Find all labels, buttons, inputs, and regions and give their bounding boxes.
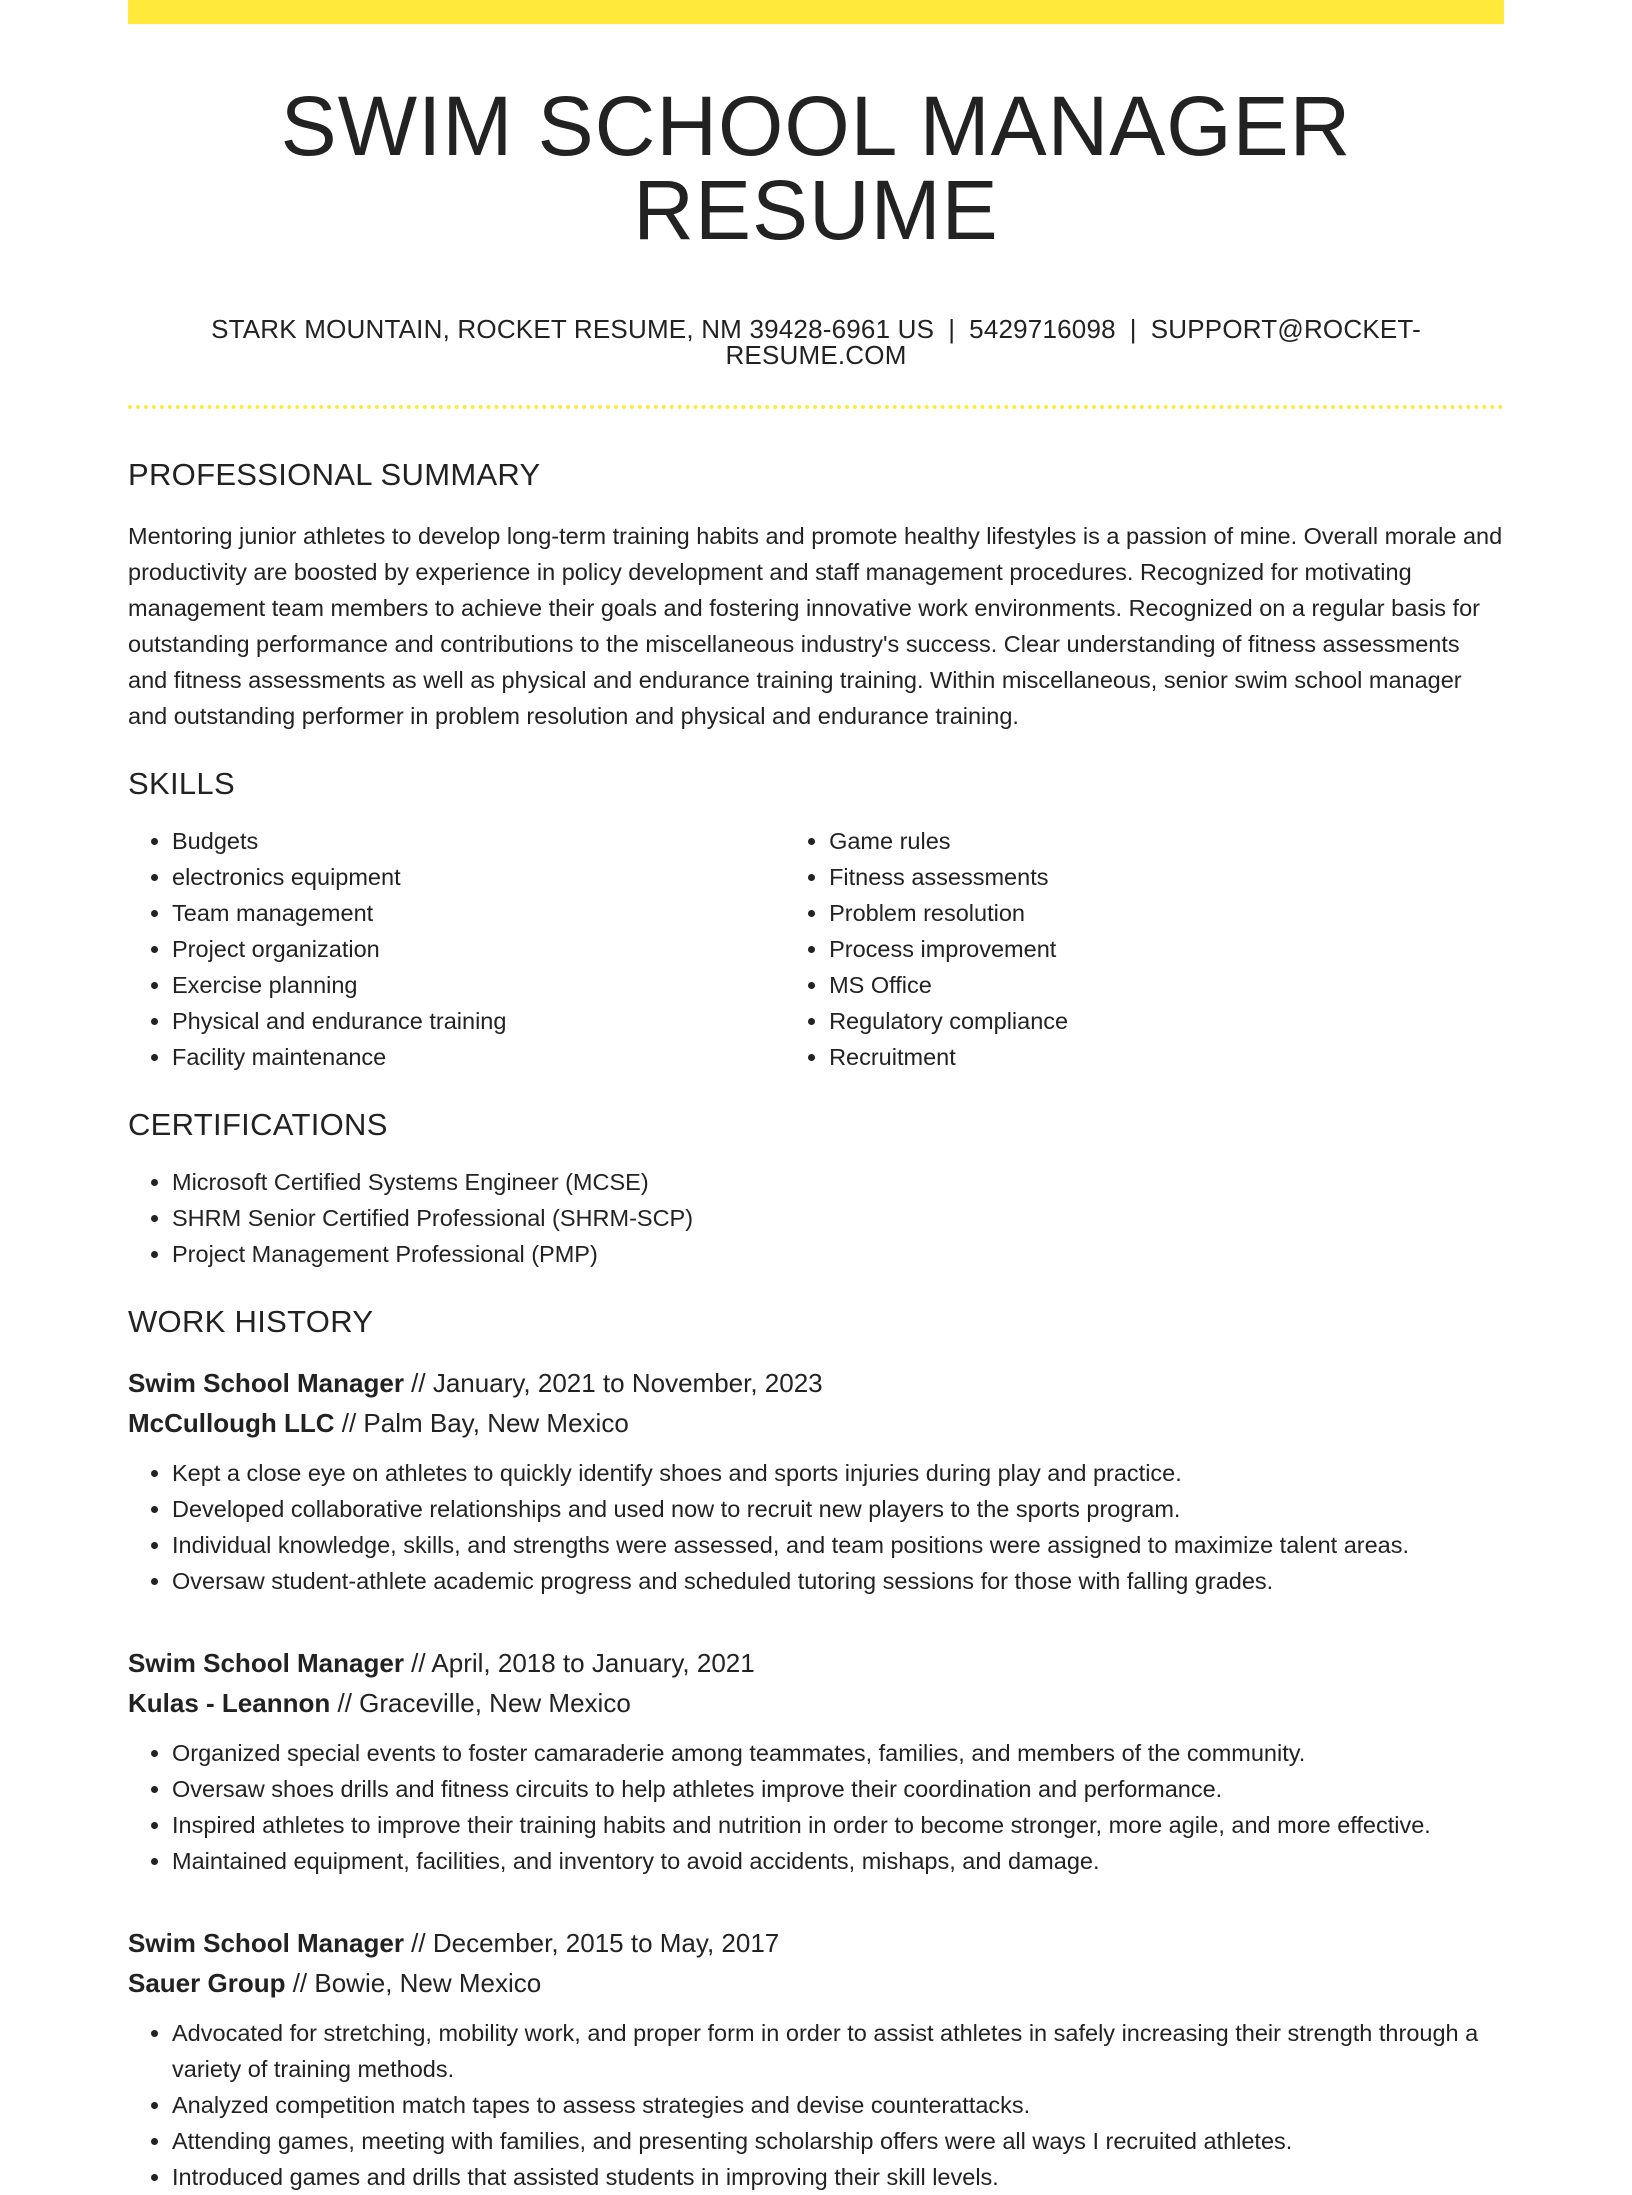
skills-list-right (785, 823, 1504, 1075)
job-dates: // January, 2021 to November, 2023 (403, 1368, 823, 1398)
accent-top-bar (128, 0, 1504, 24)
contact-address: STARK MOUNTAIN, ROCKET RESUME, NM 39428-6961 US (211, 314, 935, 344)
certification-item: • Project Management Professional (PMP) (172, 1236, 1504, 1272)
contact-separator: | (948, 314, 956, 344)
job-bullet: • Introduced games and drills that assisted students in improving their skill levels. (172, 2159, 1504, 2195)
skill-item: • Exercise planning (172, 967, 785, 1003)
skill-item: • Team management (172, 895, 785, 931)
job-bullets (128, 1455, 1504, 1599)
summary-heading: PROFESSIONAL SUMMARY (128, 457, 541, 492)
job-title: Swim School Manager (128, 1928, 404, 1958)
job-bullet: • Attending games, meeting with families, and presenting scholarship offers were all ways I recruited athletes. (172, 2123, 1504, 2159)
job-entry (128, 1363, 1504, 1599)
dotted-divider (128, 405, 1504, 409)
contact-separator: | (1129, 314, 1137, 344)
resume-page (128, 0, 1504, 2195)
contact-line (128, 316, 1504, 368)
skill-item: • Project organization (172, 931, 785, 967)
certification-item: • SHRM Senior Certified Professional (SHRM-SCP) (172, 1200, 1504, 1236)
job-bullet: • Individual knowledge, skills, and strengths were assessed, and team positions were assigned to maximize talent areas. (172, 1527, 1504, 1563)
skills-list-left (128, 823, 785, 1075)
job-title: Swim School Manager (128, 1368, 404, 1398)
job-bullet: • Analyzed competition match tapes to assess strategies and devise counterattacks. (172, 2087, 1504, 2123)
skills-grid (128, 823, 1504, 1075)
job-entry (128, 1923, 1504, 2195)
certifications-list (128, 1164, 1504, 1272)
job-location: // Graceville, New Mexico (330, 1688, 631, 1718)
job-company-line (128, 1963, 1504, 2003)
resume-title: SWIM SCHOOL MANAGER RESUME (280, 79, 1352, 257)
skill-item: • Physical and endurance training (172, 1003, 785, 1039)
certifications-heading: CERTIFICATIONS (128, 1107, 388, 1142)
job-bullet: • Oversaw student-athlete academic progress and scheduled tutoring sessions for those with falling grades. (172, 1563, 1504, 1599)
contact-phone: 5429716098 (969, 314, 1116, 344)
job-location: // Palm Bay, New Mexico (334, 1408, 629, 1438)
skill-item: • Process improvement (829, 931, 1504, 967)
skill-item: • Budgets (172, 823, 785, 859)
skill-item: • Recruitment (829, 1039, 1504, 1075)
skill-item: • MS Office (829, 967, 1504, 1003)
skill-item: • electronics equipment (172, 859, 785, 895)
contact-email[interactable]: SUPPORT@ROCKET-RESUME.COM (725, 314, 1421, 370)
job-bullet: • Developed collaborative relationships and used now to recruit new players to the sports program. (172, 1491, 1504, 1527)
job-company-line (128, 1683, 1504, 1723)
job-bullet: • Advocated for stretching, mobility work, and proper form in order to assist athletes in safely increasing their strength through a variety of training methods. (172, 2015, 1504, 2087)
job-title: Swim School Manager (128, 1648, 404, 1678)
job-company: McCullough LLC (128, 1408, 335, 1438)
job-entry (128, 1643, 1504, 1879)
job-location: // Bowie, New Mexico (285, 1968, 542, 1998)
job-company: Kulas - Leannon (128, 1688, 331, 1718)
job-dates: // December, 2015 to May, 2017 (403, 1928, 780, 1958)
job-company: Sauer Group (128, 1968, 286, 1998)
summary-text: Mentoring junior athletes to develop long-term training habits and promote healthy lifestyles is a passion of mine. Overall morale and productivity are boosted by experience in policy development and staff management procedures. Recognized for motivating management team members to achieve their goals and fostering innovative work environments. Recognized on a regular basis for outstanding performance and contributions to the miscellaneous industry's success. Clear understanding of fitness assessments and fitness assessments as well as physical and endurance training training. Within miscellaneous, senior swim school manager and outstanding performer in problem resolution and physical and endurance training. (128, 523, 1503, 729)
skill-item: • Game rules (829, 823, 1504, 859)
job-bullets (128, 2015, 1504, 2195)
skill-item: • Problem resolution (829, 895, 1504, 931)
job-title-line (128, 1363, 1504, 1403)
job-dates: // April, 2018 to January, 2021 (403, 1648, 755, 1678)
job-company-line (128, 1403, 1504, 1443)
job-bullet: • Organized special events to foster camaraderie among teammates, families, and members of the community. (172, 1735, 1504, 1771)
work-history-heading: WORK HISTORY (128, 1304, 374, 1339)
job-bullet: • Oversaw shoes drills and fitness circuits to help athletes improve their coordination and performance. (172, 1771, 1504, 1807)
skill-item: • Fitness assessments (829, 859, 1504, 895)
skill-item: • Regulatory compliance (829, 1003, 1504, 1039)
certification-item: • Microsoft Certified Systems Engineer (MCSE) (172, 1164, 1504, 1200)
skills-heading: SKILLS (128, 766, 235, 801)
skill-item: • Facility maintenance (172, 1039, 785, 1075)
job-bullets (128, 1735, 1504, 1879)
job-title-line (128, 1923, 1504, 1963)
job-bullet: • Inspired athletes to improve their training habits and nutrition in order to become stronger, more agile, and more effective. (172, 1807, 1504, 1843)
job-title-line (128, 1643, 1504, 1683)
job-bullet: • Kept a close eye on athletes to quickly identify shoes and sports injuries during play and practice. (172, 1455, 1504, 1491)
job-bullet: • Maintained equipment, facilities, and inventory to avoid accidents, mishaps, and damage. (172, 1843, 1504, 1879)
